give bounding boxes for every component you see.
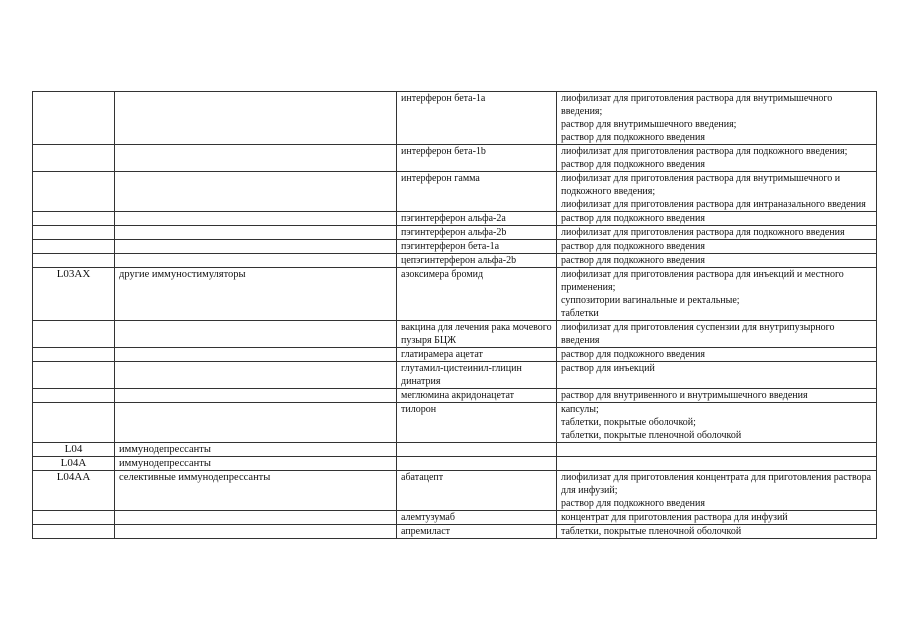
dosage-forms-cell (557, 268, 877, 321)
atc-code-cell: L03AX (33, 268, 115, 321)
table-row (33, 511, 877, 525)
group-name-cell (115, 145, 397, 172)
dosage-form-line: лиофилизат для приготовления концентрата для приготовления раствора для инфузий; (561, 472, 872, 496)
dosage-form-line: лиофилизат для приготовления раствора для интраназального введения (561, 199, 866, 210)
table-row (33, 525, 877, 539)
atc-code-cell (33, 389, 115, 403)
group-name-cell (115, 226, 397, 240)
drug-name-cell: интерферон бета-1b (397, 145, 557, 172)
drug-name-cell: абатацепт (397, 471, 557, 511)
dosage-form-line: раствор для подкожного введения (561, 159, 705, 170)
dosage-form-line: лиофилизат для приготовления раствора для внутримышечного и подкожного введения; (561, 173, 841, 197)
atc-code-cell: L04 (33, 443, 115, 457)
dosage-form-line: лиофилизат для приготовления раствора для инъекций и местного применения; (561, 269, 844, 293)
group-name-cell: селективные иммунодепрессанты (115, 471, 397, 511)
dosage-forms-cell (557, 92, 877, 145)
group-name-cell: иммунодепрессанты (115, 443, 397, 457)
dosage-form-line: раствор для подкожного введения (561, 349, 705, 360)
dosage-forms-cell (557, 389, 877, 403)
dosage-form-line: раствор для подкожного введения (561, 498, 705, 509)
atc-code-cell (33, 226, 115, 240)
dosage-form-line: таблетки, покрытые пленочной оболочкой (561, 430, 742, 441)
dosage-form-line: раствор для подкожного введения (561, 255, 705, 266)
dosage-form-line: раствор для подкожного введения (561, 132, 705, 143)
group-name-cell (115, 362, 397, 389)
drug-name-cell: вакцина для лечения рака мочевого пузыря БЦЖ (397, 321, 557, 348)
drug-name-cell: алемтузумаб (397, 511, 557, 525)
atc-code-cell: L04AA (33, 471, 115, 511)
atc-code-cell (33, 525, 115, 539)
drug-name-cell: глутамил-цистеинил-глицин динатрия (397, 362, 557, 389)
atc-code-cell (33, 254, 115, 268)
table-row (33, 403, 877, 443)
group-name-cell (115, 212, 397, 226)
table-row (33, 254, 877, 268)
atc-code-cell (33, 403, 115, 443)
dosage-form-line: раствор для подкожного введения (561, 213, 705, 224)
group-name-cell: иммунодепрессанты (115, 457, 397, 471)
dosage-forms-cell (557, 254, 877, 268)
group-name-cell (115, 348, 397, 362)
atc-code-cell (33, 172, 115, 212)
dosage-forms-cell (557, 362, 877, 389)
drug-name-cell (397, 457, 557, 471)
dosage-forms-cell (557, 457, 877, 471)
dosage-form-line: раствор для инъекций (561, 363, 655, 374)
atc-code-cell (33, 212, 115, 226)
drug-name-cell: цепэгинтерферон альфа-2b (397, 254, 557, 268)
atc-code-cell (33, 92, 115, 145)
group-name-cell (115, 254, 397, 268)
dosage-form-line: раствор для внутривенного и внутримышечного введения (561, 390, 808, 401)
dosage-forms-cell (557, 172, 877, 212)
table-row (33, 172, 877, 212)
dosage-form-line: капсулы; (561, 404, 599, 415)
dosage-forms-cell (557, 212, 877, 226)
dosage-forms-cell (557, 240, 877, 254)
dosage-form-line: раствор для внутримышечного введения; (561, 119, 737, 130)
group-name-cell (115, 321, 397, 348)
table-row (33, 348, 877, 362)
group-name-cell (115, 389, 397, 403)
dosage-form-line: таблетки, покрытые пленочной оболочкой (561, 526, 742, 537)
drug-name-cell: пэгинтерферон бета-1a (397, 240, 557, 254)
atc-code-cell (33, 240, 115, 254)
table-row (33, 92, 877, 145)
drug-name-cell: тилорон (397, 403, 557, 443)
dosage-forms-cell (557, 145, 877, 172)
dosage-forms-cell (557, 525, 877, 539)
dosage-form-line: лиофилизат для приготовления раствора для подкожного введения (561, 227, 845, 238)
table-row (33, 321, 877, 348)
dosage-form-line: таблетки, покрытые оболочкой; (561, 417, 696, 428)
drug-name-cell: пэгинтерферон альфа-2b (397, 226, 557, 240)
group-name-cell (115, 403, 397, 443)
group-name-cell (115, 525, 397, 539)
atc-code-cell (33, 321, 115, 348)
table-row (33, 268, 877, 321)
drug-name-cell: апремиласт (397, 525, 557, 539)
table-row (33, 457, 877, 471)
drug-table-body (33, 92, 877, 539)
atc-code-cell (33, 362, 115, 389)
dosage-form-line: суппозитории вагинальные и ректальные; (561, 295, 740, 306)
dosage-form-line: таблетки (561, 308, 599, 319)
atc-code-cell (33, 348, 115, 362)
dosage-forms-cell (557, 403, 877, 443)
drug-name-cell: меглюмина акридонацетат (397, 389, 557, 403)
table-row (33, 212, 877, 226)
group-name-cell (115, 511, 397, 525)
table-row (33, 443, 877, 457)
dosage-form-line: лиофилизат для приготовления раствора для внутримышечного введения; (561, 93, 833, 117)
drug-name-cell (397, 443, 557, 457)
atc-code-cell (33, 145, 115, 172)
drug-table (32, 91, 877, 539)
group-name-cell (115, 172, 397, 212)
table-row (33, 240, 877, 254)
table-row (33, 362, 877, 389)
table-row (33, 389, 877, 403)
dosage-forms-cell (557, 321, 877, 348)
atc-code-cell: L04A (33, 457, 115, 471)
drug-name-cell: интерферон бета-1a (397, 92, 557, 145)
drug-name-cell: интерферон гамма (397, 172, 557, 212)
dosage-form-line: раствор для подкожного введения (561, 241, 705, 252)
table-row (33, 226, 877, 240)
group-name-cell (115, 240, 397, 254)
group-name-cell (115, 92, 397, 145)
dosage-forms-cell (557, 226, 877, 240)
atc-code-cell (33, 511, 115, 525)
dosage-form-line: концентрат для приготовления раствора для инфузий (561, 512, 788, 523)
drug-name-cell: пэгинтерферон альфа-2a (397, 212, 557, 226)
drug-name-cell: азоксимера бромид (397, 268, 557, 321)
dosage-forms-cell (557, 511, 877, 525)
dosage-form-line: лиофилизат для приготовления раствора для подкожного введения; (561, 146, 848, 157)
dosage-form-line: лиофилизат для приготовления суспензии для внутрипузырного введения (561, 322, 835, 346)
group-name-cell: другие иммуностимуляторы (115, 268, 397, 321)
dosage-forms-cell (557, 348, 877, 362)
table-row (33, 471, 877, 511)
drug-name-cell: глатирамера ацетат (397, 348, 557, 362)
table-row (33, 145, 877, 172)
dosage-forms-cell (557, 443, 877, 457)
dosage-forms-cell (557, 471, 877, 511)
